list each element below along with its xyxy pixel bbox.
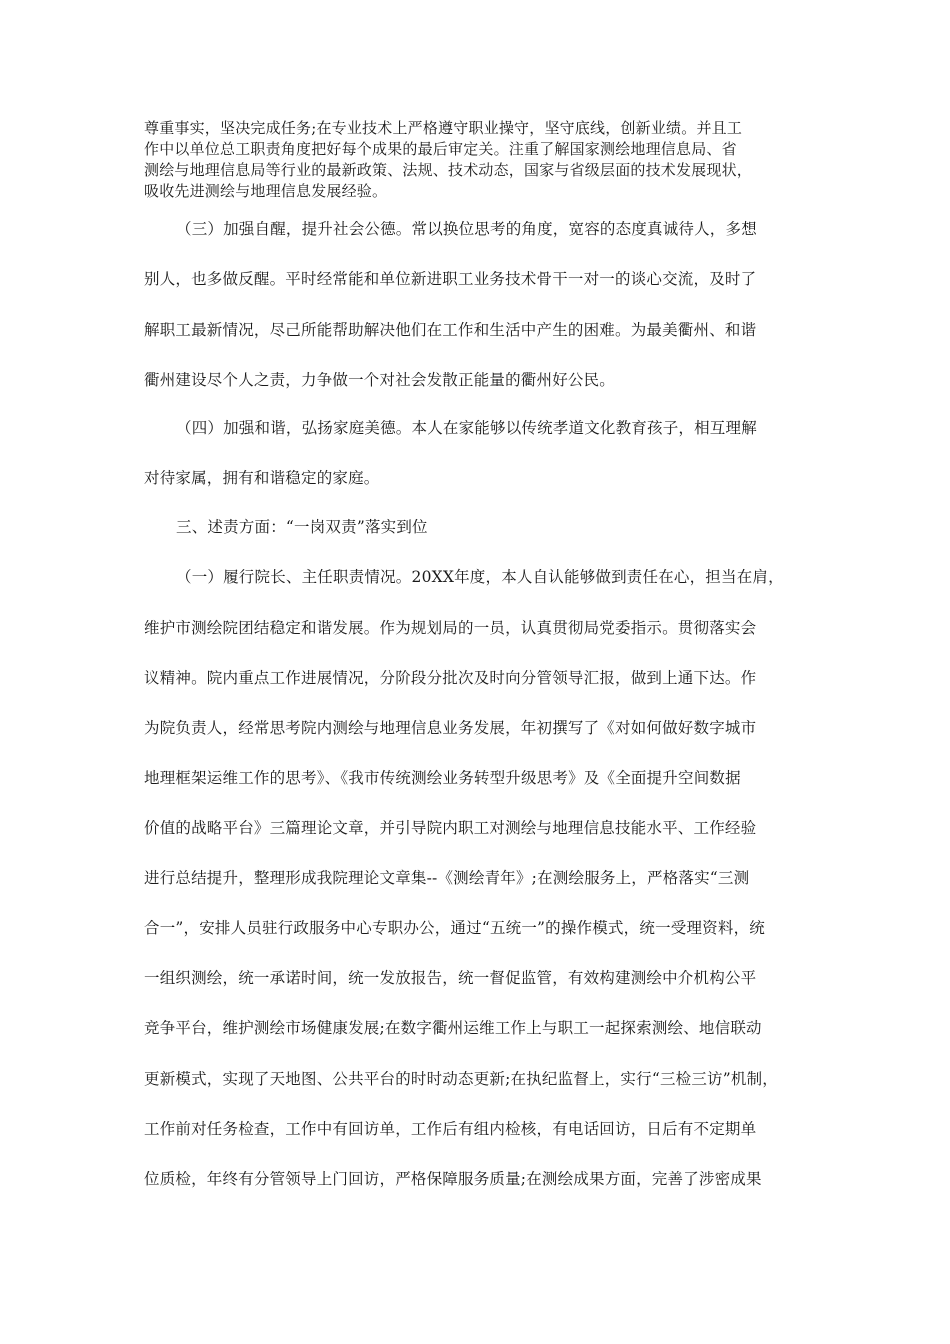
paragraph-line: 进行总结提升，整理形成我院理论文章集--《测绘青年》;在测绘服务上，严格落实“三测 bbox=[144, 869, 750, 887]
paragraph-line: 衢州建设尽个人之责，力争做一个对社会发散正能量的衢州好公民。 bbox=[144, 371, 616, 389]
paragraph-line: 解职工最新情况，尽己所能帮助解决他们在工作和生活中产生的困难。为最美衢州、和谐 bbox=[144, 321, 757, 339]
paragraph-line: 更新模式，实现了天地图、公共平台的时时动态更新;在执纪监督上，实行“三检三访”机制， bbox=[144, 1070, 778, 1088]
paragraph-line: 地理框架运维工作的思考》、《我市传统测绘业务转型升级思考》及《全面提升空间数据 bbox=[144, 769, 741, 787]
paragraph-line: 议精神。院内重点工作进展情况，分阶段分批次及时向分管领导汇报，做到上通下达。作 bbox=[144, 669, 757, 687]
paragraph-line: 工作前对任务检查，工作中有回访单，工作后有组内检核，有电话回访，日后有不定期单 bbox=[144, 1120, 757, 1138]
paragraph-line: （四）加强和谐，弘扬家庭美德。本人在家能够以传统孝道文化教育孩子，相互理解 bbox=[176, 419, 757, 437]
paragraph-line: 位质检，年终有分管领导上门回访，严格保障服务质量;在测绘成果方面，完善了涉密成果 bbox=[144, 1170, 762, 1188]
paragraph-line: 合一”，安排人员驻行政服务中心专职办公，通过“五统一”的操作模式，统一受理资料，统 bbox=[144, 919, 765, 937]
paragraph-line: （一）履行院长、主任职责情况。20XX年度，本人自认能够做到责任在心，担当在肩， bbox=[176, 568, 784, 586]
paragraph-line: 对待家属，拥有和谐稳定的家庭。 bbox=[144, 469, 380, 487]
paragraph-line: 测绘与地理信息局等行业的最新政策、法规、技术动态，国家与省级层面的技术发展现状， bbox=[144, 161, 753, 179]
section-heading: 三、述责方面：“一岗双责”落实到位 bbox=[176, 518, 428, 536]
paragraph-line: 作中以单位总工职责角度把好每个成果的最后审定关。注重了解国家测绘地理信息局、省 bbox=[144, 140, 737, 158]
paragraph-line: 维护市测绘院团结稳定和谐发展。作为规划局的一员，认真贯彻局党委指示。贯彻落实会 bbox=[144, 619, 757, 637]
paragraph-line: 价值的战略平台》三篇理论文章，并引导院内职工对测绘与地理信息技能水平、工作经验 bbox=[144, 819, 757, 837]
paragraph-line: 别人，也多做反醒。平时经常能和单位新进职工业务技术骨干一对一的谈心交流，及时了 bbox=[144, 270, 757, 288]
paragraph-line: 吸收先进测绘与地理信息发展经验。 bbox=[144, 182, 388, 200]
paragraph-line: 为院负责人，经常思考院内测绘与地理信息业务发展，年初撰写了《对如何做好数字城市 bbox=[144, 719, 757, 737]
paragraph-line: （三）加强自醒，提升社会公德。常以换位思考的角度，宽容的态度真诚待人，多想 bbox=[176, 220, 757, 238]
paragraph-line: 竞争平台，维护测绘市场健康发展;在数字衢州运维工作上与职工一起探索测绘、地信联动 bbox=[144, 1019, 762, 1037]
paragraph-line: 尊重事实，坚决完成任务;在专业技术上严格遵守职业操守，坚守底线，创新业绩。并且工 bbox=[144, 119, 743, 137]
paragraph-line: 一组织测绘，统一承诺时间，统一发放报告，统一督促监管，有效构建测绘中介机构公平 bbox=[144, 969, 757, 987]
